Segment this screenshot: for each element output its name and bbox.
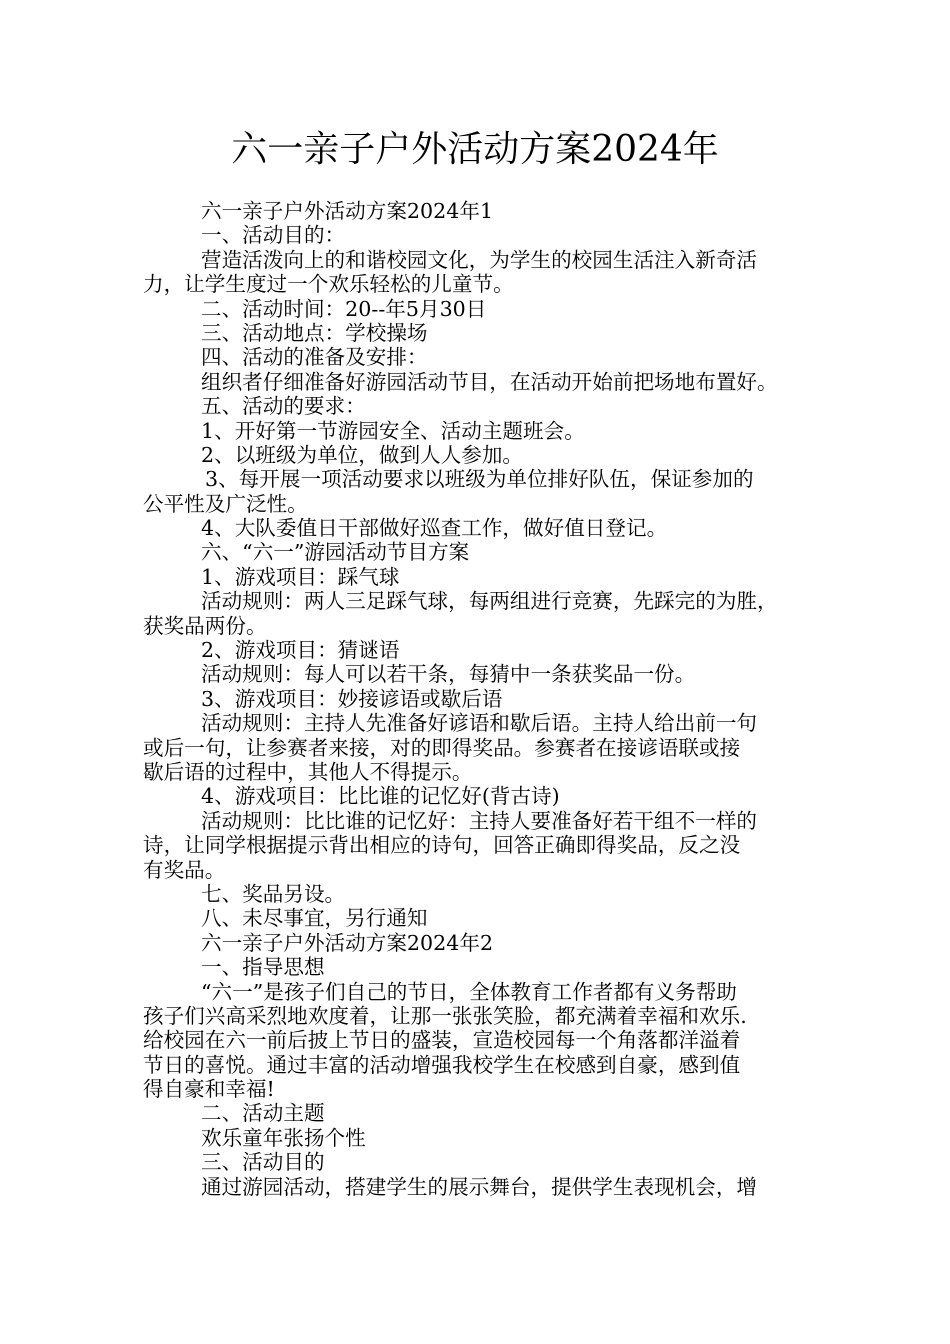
paragraph-line: 六一亲子户外活动方案2024年2 — [201, 930, 494, 955]
paragraph-line: 节日的喜悦。通过丰富的活动增强我校学生在校感到自豪，感到值 — [143, 1052, 741, 1077]
paragraph-line: 1、开好第一节游园安全、活动主题班会。 — [201, 418, 585, 443]
paragraph-line: 欢乐童年张扬个性 — [201, 1125, 366, 1150]
document-title: 六一亲子户外活动方案2024年 — [231, 129, 719, 170]
paragraph-line: 六、“六一”游园活动节目方案 — [201, 540, 470, 565]
paragraph-line: 八、未尽事宜，另行通知 — [201, 906, 428, 931]
paragraph-line: 一、指导思想 — [201, 955, 325, 980]
paragraph-line: 3、游戏项目：妙接谚语或歇后语 — [201, 686, 503, 711]
paragraph-line: 获奖品两份。 — [143, 613, 267, 638]
paragraph-line: 公平性及广泛性。 — [143, 491, 308, 516]
paragraph-line: 4、大队委值日干部做好巡查工作，做好值日登记。 — [201, 516, 668, 541]
paragraph-line: 或后一句，让参赛者来接，对的即得奖品。参赛者在接谚语联或接 — [143, 735, 741, 760]
paragraph-line: 五、活动的要求： — [201, 394, 366, 419]
paragraph-line: 2、游戏项目：猜谜语 — [201, 638, 400, 663]
document-body — [143, 199, 815, 1199]
paragraph-line: 二、活动时间：20--年5月30日 — [201, 296, 487, 321]
paragraph-line: 活动规则：主持人先准备好谚语和歇后语。主持人给出前一句 — [201, 711, 758, 736]
paragraph-line: 通过游园活动，搭建学生的展示舞台，提供学生表现机会，增 — [201, 1174, 758, 1199]
paragraph-line: 给校园在六一前后披上节日的盛装，宣造校园每一个角落都洋溢着 — [143, 1028, 741, 1053]
paragraph-line: 六一亲子户外活动方案2024年1 — [201, 199, 494, 223]
paragraph-line: 四、活动的准备及安排： — [201, 345, 428, 370]
paragraph-line: “六一”是孩子们自己的节日，全体教育工作者都有义务帮助 — [201, 979, 737, 1004]
paragraph-line: 4、游戏项目：比比谁的记忆好(背古诗) — [201, 784, 560, 809]
paragraph-line: 3、每开展一项活动要求以班级为单位排好队伍，保证参加的 — [205, 467, 754, 492]
paragraph-line: 七、奖品另设。 — [201, 881, 346, 906]
paragraph-line: 2、以班级为单位，做到人人参加。 — [201, 442, 524, 467]
paragraph-line: 活动规则：每人可以若干条，每猜中一条获奖品一份。 — [201, 662, 696, 687]
paragraph-line: 组织者仔细准备好游园活动节目，在活动开始前把场地布置好。 — [201, 369, 778, 394]
paragraph-line: 一、活动目的： — [201, 223, 346, 248]
paragraph-line: 得自豪和幸福! — [143, 1077, 275, 1102]
paragraph-line: 有奖品。 — [143, 857, 226, 882]
paragraph-line: 营造活泼向上的和谐校园文化，为学生的校园生活注入新奇活 — [201, 247, 758, 272]
paragraph-line: 力，让学生度过一个欢乐轻松的儿童节。 — [143, 272, 514, 297]
paragraph-line: 活动规则：比比谁的记忆好：主持人要准备好若干组不一样的 — [201, 808, 758, 833]
paragraph-line: 孩子们兴高采烈地欢度着，让那一张张笑脸，都充满着幸福和欢乐. — [143, 1003, 747, 1028]
paragraph-line: 歇后语的过程中，其他人不得提示。 — [143, 759, 473, 784]
paragraph-line: 1、游戏项目：踩气球 — [201, 564, 400, 589]
paragraph-line: 三、活动地点：学校操场 — [201, 320, 428, 345]
paragraph-line: 诗，让同学根据提示背出相应的诗句，回答正确即得奖品，反之没 — [143, 833, 741, 858]
paragraph-line: 三、活动目的 — [201, 1150, 325, 1175]
paragraph-line: 二、活动主题 — [201, 1101, 325, 1126]
paragraph-line: 活动规则：两人三足踩气球，每两组进行竞赛，先踩完的为胜， — [201, 589, 778, 614]
